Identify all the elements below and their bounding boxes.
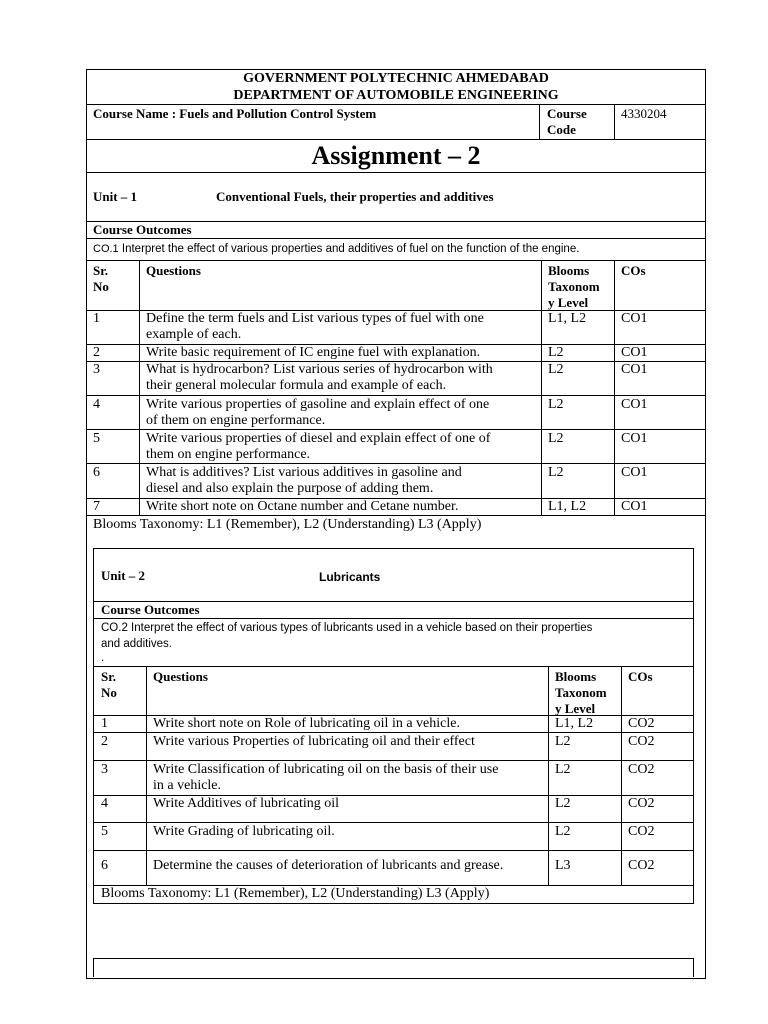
row-level: L2: [548, 431, 564, 446]
row-question: their general molecular formula and example of each.: [146, 378, 447, 393]
row-co: CO1: [621, 431, 648, 446]
divider: [86, 238, 706, 239]
row-level: L2: [548, 465, 564, 480]
row-question: example of each.: [146, 327, 242, 342]
divider: [93, 618, 694, 619]
header-blooms: Blooms: [548, 263, 590, 278]
row-sr: 1: [101, 716, 108, 731]
course-code: 4330204: [621, 106, 667, 121]
department-name: DEPARTMENT OF AUTOMOBILE ENGINEERING: [233, 88, 559, 103]
column-divider: [541, 260, 542, 515]
row-level: L2: [555, 762, 571, 777]
divider: [86, 515, 706, 516]
row-question: Write short note on Octane number and Cetane number.: [146, 499, 459, 514]
row-level: L3: [555, 858, 571, 873]
row-question: Write basic requirement of IC engine fuel with explanation.: [146, 345, 481, 360]
course-outcome-text: .: [101, 652, 105, 664]
row-co: CO1: [621, 311, 648, 326]
divider: [93, 666, 694, 667]
course-code-label: Code: [547, 122, 576, 137]
row-co: CO2: [628, 734, 655, 749]
row-sr: 6: [93, 465, 100, 480]
course-code-label: Course: [547, 106, 587, 121]
row-level: L1, L2: [548, 499, 587, 514]
header-blooms: Blooms: [555, 669, 597, 684]
header-questions: Questions: [146, 263, 201, 278]
row-sr: 2: [101, 734, 108, 749]
outcome-text: Interpret the effect of various properties and additives of fuel on the function of the engine.: [118, 243, 580, 255]
header-blooms: Taxonom: [555, 685, 607, 700]
column-divider: [548, 666, 549, 885]
row-sr: 1: [93, 311, 100, 326]
row-co: CO1: [621, 499, 648, 514]
row-question: Write short note on Role of lubricating oil in a vehicle.: [153, 716, 460, 731]
header-blooms: Taxonom: [548, 279, 600, 294]
row-sr: 4: [93, 397, 100, 412]
row-question: Write Additives of lubricating oil: [153, 796, 340, 811]
row-co: CO1: [621, 345, 648, 360]
page-title: Assignment – 2: [311, 141, 481, 170]
row-question: What is hydrocarbon? List various series of hydrocarbon with: [146, 362, 493, 377]
row-question: Write various Properties of lubricating oil and their effect: [153, 734, 475, 749]
course-outcomes-heading: Course Outcomes: [93, 222, 192, 237]
row-question: of them on engine performance.: [146, 413, 326, 428]
divider: [93, 732, 694, 733]
row-sr: 5: [101, 824, 108, 839]
unit-label: Unit – 2: [101, 568, 146, 583]
row-sr: 7: [93, 499, 100, 514]
row-level: L2: [555, 824, 571, 839]
row-level: L1, L2: [555, 716, 594, 731]
header-blooms: y Level: [548, 295, 589, 310]
row-question: Define the term fuels and List various types of fuel with one: [146, 311, 484, 326]
unit-topic: Conventional Fuels, their properties and additives: [216, 189, 494, 204]
divider: [86, 429, 706, 430]
row-question: Write Classification of lubricating oil on the basis of their use: [153, 762, 499, 777]
row-level: L2: [548, 397, 564, 412]
outcome-prefix: CO.1: [93, 243, 119, 255]
row-question: diesel and also explain the purpose of adding them.: [146, 481, 434, 496]
course-outcome-text: CO.2 Interpret the effect of various types of lubricants used in a vehicle based on their properties: [101, 622, 593, 634]
header-sr: Sr.: [101, 669, 117, 684]
row-co: CO1: [621, 397, 648, 412]
row-question: Write various properties of gasoline and explain effect of one: [146, 397, 490, 412]
course-outcomes-heading: Course Outcomes: [101, 602, 200, 617]
row-question: Write Grading of lubricating oil.: [153, 824, 335, 839]
unit-topic: Lubricants: [319, 570, 381, 584]
divider: [614, 104, 615, 139]
divider: [86, 104, 706, 105]
row-co: CO2: [628, 716, 655, 731]
course-name: Course Name : Fuels and Pollution Control System: [93, 106, 377, 121]
row-sr: 4: [101, 796, 108, 811]
row-sr: 2: [93, 345, 100, 360]
blooms-footnote: Blooms Taxonomy: L1 (Remember), L2 (Understanding) L3 (Apply): [101, 886, 490, 901]
divider: [93, 822, 694, 823]
divider: [93, 850, 694, 851]
row-sr: 3: [101, 762, 108, 777]
column-divider: [621, 666, 622, 885]
row-co: CO2: [628, 762, 655, 777]
next-unit-box: [93, 958, 694, 977]
row-level: L2: [548, 362, 564, 377]
row-sr: 3: [93, 362, 100, 377]
row-sr: 5: [93, 431, 100, 446]
header-blooms: y Level: [555, 701, 596, 716]
row-co: CO1: [621, 465, 648, 480]
course-outcome-text: [93, 240, 579, 257]
row-level: L2: [548, 345, 564, 360]
divider: [539, 104, 540, 139]
row-co: CO1: [621, 362, 648, 377]
column-divider: [614, 260, 615, 515]
divider: [86, 463, 706, 464]
header-no: No: [101, 685, 117, 700]
row-level: L2: [555, 734, 571, 749]
row-co: CO2: [628, 796, 655, 811]
institute-name: GOVERNMENT POLYTECHNIC AHMEDABAD: [243, 71, 549, 86]
header-sr: Sr.: [93, 263, 109, 278]
row-question: What is additives? List various additives in gasoline and: [146, 465, 462, 480]
row-question: them on engine performance.: [146, 447, 311, 462]
header-cos: COs: [628, 669, 653, 684]
row-co: CO2: [628, 858, 655, 873]
blooms-footnote: Blooms Taxonomy: L1 (Remember), L2 (Understanding) L3 (Apply): [93, 517, 482, 532]
unit-label: Unit – 1: [93, 189, 138, 204]
course-outcome-text: and additives.: [101, 638, 172, 650]
divider: [93, 760, 694, 761]
divider: [86, 260, 706, 261]
row-question: in a vehicle.: [153, 778, 222, 793]
column-divider: [146, 666, 147, 885]
header-cos: COs: [621, 263, 646, 278]
divider: [86, 172, 706, 173]
row-level: L2: [555, 796, 571, 811]
column-divider: [139, 260, 140, 515]
divider: [86, 395, 706, 396]
row-question: Write various properties of diesel and explain effect of one of: [146, 431, 491, 446]
row-sr: 6: [101, 858, 108, 873]
row-level: L1, L2: [548, 311, 587, 326]
header-questions: Questions: [153, 669, 208, 684]
row-question: Determine the causes of deterioration of lubricants and grease.: [153, 858, 504, 873]
header-no: No: [93, 279, 109, 294]
divider: [86, 139, 706, 140]
row-co: CO2: [628, 824, 655, 839]
